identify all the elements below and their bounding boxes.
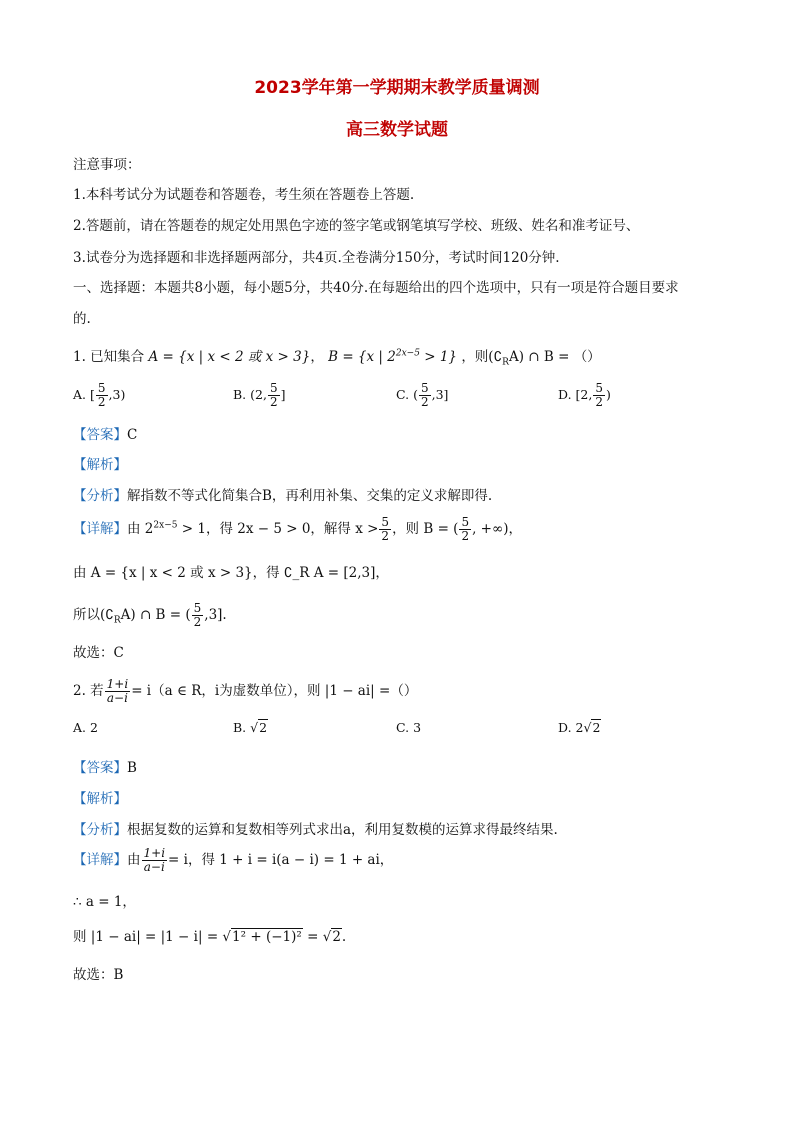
step-text: =	[307, 929, 319, 945]
numerator: 1+i	[106, 677, 129, 691]
question-ask: ，则(∁	[461, 349, 503, 365]
denominator: a−i	[106, 691, 128, 705]
q2-detail-step-3: 则 |1 − ai| = |1 − i| = √1² + (−1)² = √2.	[73, 929, 347, 945]
option-label: B.	[233, 720, 247, 735]
exam-subtitle: 高三数学试题	[346, 120, 448, 140]
option-suffix: ,3)	[108, 387, 126, 402]
numerator: 5	[595, 381, 603, 395]
denominator: 2	[269, 395, 278, 409]
complement-subscript: R	[502, 357, 509, 368]
numerator: 5	[461, 515, 470, 529]
step-text: ,3].	[204, 607, 227, 623]
q2-option-d: D. 2√2	[558, 720, 601, 735]
q1-option-d	[558, 382, 611, 409]
q1-detail-step-1	[73, 516, 522, 543]
question-number: 1. 已知集合	[73, 349, 145, 365]
option-prefix: [	[90, 387, 95, 402]
numerator: 5	[420, 381, 429, 395]
fenxi-tag: 【分析】	[73, 822, 127, 838]
q1-detail-step-2: 由 A = {x | x < 2 或 x > 3}，得 ∁_R A = [2,3]，	[73, 565, 389, 581]
step-text: A) ∩ B = (	[120, 607, 191, 623]
exponent: 2x−5	[153, 520, 178, 531]
question-2-stem	[73, 678, 417, 705]
numerator: 1+i	[143, 846, 166, 860]
denominator: 2	[461, 529, 470, 543]
fraction	[105, 678, 131, 705]
analysis-tag: 【解析】	[73, 791, 127, 807]
step-text: .	[341, 929, 347, 945]
fenxi-tag: 【分析】	[73, 488, 127, 504]
option-suffix: )	[606, 387, 611, 402]
denominator: 2	[97, 395, 106, 409]
option-value: 3	[413, 720, 422, 735]
q2-option-c	[396, 720, 421, 735]
q2-option-a	[73, 720, 98, 735]
q1-choice: 故选：C	[73, 645, 124, 661]
q1-answer	[73, 423, 137, 443]
q2-detail-step-1	[73, 847, 393, 874]
step-text: 由	[127, 852, 141, 868]
q1-jiexi	[73, 453, 127, 473]
numerator: 5	[269, 381, 278, 395]
numerator: 5	[97, 381, 106, 395]
set-b-suffix: > 1}	[419, 349, 458, 365]
note-item-1: 1.本科考试分为试题卷和答题卷，考生须在答题卷上答题.	[73, 187, 415, 203]
answer-value: C	[127, 427, 138, 443]
fraction	[459, 516, 471, 543]
step-text: 所以(∁	[73, 607, 114, 623]
option-label: A.	[73, 720, 87, 735]
analysis-tag: 【解析】	[73, 457, 127, 473]
question-text: = i（a ∈ R，i为虚数单位），则 |1 − ai| =（）	[131, 683, 418, 699]
option-suffix: ,3]	[431, 387, 449, 402]
comma: ，	[310, 349, 324, 365]
step-text: 由 2	[127, 521, 154, 537]
notes-heading: 注意事项：	[73, 157, 141, 173]
q1-option-a	[73, 382, 125, 409]
option-label: D.	[558, 387, 572, 402]
q2-choice: 故选：B	[73, 967, 124, 983]
step-text: > 1，得 2x − 5 > 0，解得 x >	[177, 521, 379, 537]
fraction	[379, 516, 391, 543]
section-heading-line1: 一、选择题：本题共8小题，每小题5分，共40分.在每题给出的四个选项中，只有一项是符合题目要求	[73, 280, 679, 296]
question-ask-2: A) ∩ B =	[508, 349, 570, 365]
q1-option-c	[396, 382, 448, 409]
option-label: B.	[233, 387, 247, 402]
denominator: 2	[381, 529, 390, 543]
denominator: 2	[595, 395, 603, 409]
fenxi-text: 根据复数的运算和复数相等列式求出a，利用复数模的运算求得最终结果.	[127, 822, 558, 838]
numerator: 5	[381, 515, 390, 529]
note-item-3: 3.试卷分为选择题和非选择题两部分，共4页.全卷满分150分，考试时间120分钟.	[73, 250, 560, 266]
denominator: a−i	[143, 860, 165, 874]
sqrt-radicand: 2	[332, 929, 341, 945]
option-label: A.	[73, 387, 87, 402]
q1-option-b	[233, 382, 286, 409]
step-text: ，则 B = (	[392, 521, 459, 537]
question-1-stem	[73, 345, 601, 368]
sqrt-radicand: 2	[259, 720, 268, 735]
q2-jiexi	[73, 787, 127, 807]
q2-detail-step-2: ∴ a = 1，	[73, 894, 136, 910]
option-prefix: (	[413, 387, 418, 402]
option-label: D.	[558, 720, 572, 735]
fraction	[96, 382, 108, 409]
answer-tag: 【答案】	[73, 760, 127, 776]
section-heading-line2: 的.	[73, 311, 91, 327]
option-suffix: ]	[280, 387, 286, 402]
q1-fenxi	[73, 484, 492, 504]
option-prefix: [2,	[575, 387, 593, 402]
option-label: C.	[396, 387, 410, 402]
note-item-2: 2.答题前，请在答题卷的规定处用黑色字迹的签字笔或钢笔填写学校、班级、姓名和准考证号、	[73, 218, 640, 234]
fraction	[142, 847, 168, 874]
fraction	[593, 382, 605, 409]
sqrt-radicand: 1² + (−1)²	[232, 929, 302, 945]
denominator: 2	[193, 615, 202, 629]
coefficient: 2	[575, 720, 584, 735]
denominator: 2	[420, 395, 429, 409]
exam-title: 2023学年第一学期期末教学质量调测	[254, 78, 540, 98]
numerator: 5	[193, 601, 202, 615]
q2-option-b: B. √2	[233, 720, 268, 735]
detail-tag: 【详解】	[73, 852, 127, 868]
set-b	[328, 349, 457, 365]
q2-fenxi	[73, 818, 558, 838]
fenxi-text: 解指数不等式化简集合B，再利用补集、交集的定义求解即得.	[127, 488, 493, 504]
sqrt-radicand: 2	[592, 720, 601, 735]
q2-answer	[73, 756, 137, 776]
option-label: C.	[396, 720, 410, 735]
answer-tag: 【答案】	[73, 427, 127, 443]
detail-tag: 【详解】	[73, 521, 127, 537]
fraction	[419, 382, 431, 409]
fraction	[268, 382, 280, 409]
fraction	[192, 602, 204, 629]
q1-detail-step-3	[73, 602, 227, 629]
set-b-exponent: 2x−5	[395, 348, 420, 359]
option-value: 2	[90, 720, 98, 735]
answer-value: B	[127, 760, 137, 776]
step-text: = i，得 1 + i = i(a − i) = 1 + ai，	[168, 852, 394, 868]
step-text: , +∞)，	[472, 521, 522, 537]
answer-blank: （）	[573, 349, 601, 365]
complement-subscript: R	[113, 615, 121, 626]
question-number: 2. 若	[73, 683, 104, 699]
step-text: 则 |1 − ai| = |1 − i| =	[73, 929, 219, 945]
set-b-prefix: B = {x | 2	[328, 349, 396, 365]
set-a: A = {x | x < 2 或 x > 3}	[148, 349, 311, 365]
option-prefix: (2,	[250, 387, 267, 402]
